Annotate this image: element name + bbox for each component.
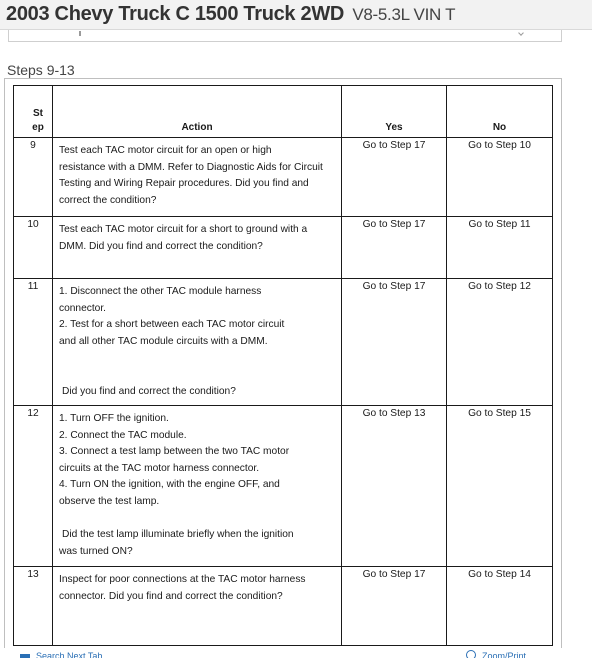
- yes-result: Go to Step 17: [342, 217, 447, 279]
- page-title: [6, 3, 455, 26]
- table-row: [14, 279, 553, 406]
- table-row: [14, 406, 553, 567]
- vehicle-title: 2003 Chevy Truck C 1500 Truck 2WD: [6, 3, 345, 25]
- diagnostic-steps-table: [13, 85, 553, 646]
- yes-result: Go to Step 17: [342, 138, 447, 217]
- column-header-no: No: [447, 86, 553, 138]
- action-line: DMM. Did you find and correct the condition?: [59, 240, 263, 252]
- spacer: [59, 367, 335, 384]
- zoom-icon[interactable]: [466, 650, 476, 658]
- no-result: Go to Step 10: [447, 138, 553, 217]
- step-action: [53, 279, 342, 406]
- step-number: 9: [14, 138, 53, 217]
- step-action: [53, 406, 342, 567]
- action-line: Testing and Wiring Repair procedures. Did you find and: [59, 178, 309, 190]
- footer-left-link[interactable]: Search Next Tab: [36, 652, 103, 658]
- table-header-row: [14, 86, 553, 138]
- no-result: Go to Step 11: [447, 217, 553, 279]
- action-line: 2. Connect the TAC module.: [59, 429, 187, 441]
- collapse-icon[interactable]: [20, 654, 30, 658]
- action-line: circuits at the TAC motor harness connector.: [59, 462, 260, 474]
- engine-subtitle: V8-5.3L VIN T: [352, 5, 456, 24]
- step-action: [53, 138, 342, 217]
- action-line: Test each TAC motor circuit for a short to ground with a: [59, 224, 308, 235]
- column-header-step: [14, 86, 53, 138]
- yes-result: Go to Step 13: [342, 406, 447, 567]
- header-bar: [0, 0, 592, 30]
- strip-mark: [79, 31, 81, 36]
- spacer: [59, 350, 335, 367]
- action-line: connector. Did you find and correct the condition?: [59, 590, 283, 602]
- action-line: Test each TAC motor circuit for an open or high: [59, 145, 272, 156]
- spacer: [59, 511, 335, 528]
- table-row: [14, 138, 553, 217]
- action-line: 3. Connect a test lamp between the two TAC motor: [59, 446, 290, 458]
- footer-toolbar: [4, 648, 562, 658]
- no-result: Go to Step 12: [447, 279, 553, 406]
- chevron-down-icon[interactable]: [518, 30, 524, 36]
- action-line: 1. Disconnect the other TAC module harness: [59, 286, 262, 297]
- footer-right-link[interactable]: Zoom/Print: [482, 652, 527, 658]
- action-question: was turned ON?: [59, 545, 133, 557]
- column-header-yes: Yes: [342, 86, 447, 138]
- step-number: 10: [14, 217, 53, 279]
- action-line: 4. Turn ON the ignition, with the engine OFF, and: [59, 479, 280, 491]
- action-line: observe the test lamp.: [59, 495, 160, 507]
- step-action: [53, 567, 342, 646]
- action-question: Did you find and correct the condition?: [62, 385, 236, 397]
- step-number: 12: [14, 406, 53, 567]
- step-number: 11: [14, 279, 53, 406]
- no-result: Go to Step 15: [447, 406, 553, 567]
- section-heading: Steps 9-13: [7, 62, 75, 78]
- yes-result: Go to Step 17: [342, 279, 447, 406]
- action-line: Inspect for poor connections at the TAC motor harness: [59, 574, 306, 585]
- action-line: resistance with a DMM. Refer to Diagnostic Aids for Circuit: [59, 161, 323, 173]
- step-action: [53, 217, 342, 279]
- column-header-action: Action: [53, 86, 342, 138]
- table-row: [14, 217, 553, 279]
- collapsed-section-strip[interactable]: [8, 30, 562, 42]
- no-result: Go to Step 14: [447, 567, 553, 646]
- step-number: 13: [14, 567, 53, 646]
- action-line: connector.: [59, 302, 107, 314]
- yes-result: Go to Step 17: [342, 567, 447, 646]
- step-header-line1: St: [33, 108, 43, 119]
- action-line: and all other TAC module circuits with a DMM.: [59, 335, 268, 347]
- action-line: correct the condition?: [59, 194, 157, 206]
- table-row: [14, 567, 553, 646]
- action-line: 1. Turn OFF the ignition.: [59, 413, 169, 424]
- action-question: Did the test lamp illuminate briefly when the ignition: [62, 529, 294, 541]
- action-line: 2. Test for a short between each TAC motor circuit: [59, 319, 285, 331]
- step-header-line2: ep: [32, 122, 44, 133]
